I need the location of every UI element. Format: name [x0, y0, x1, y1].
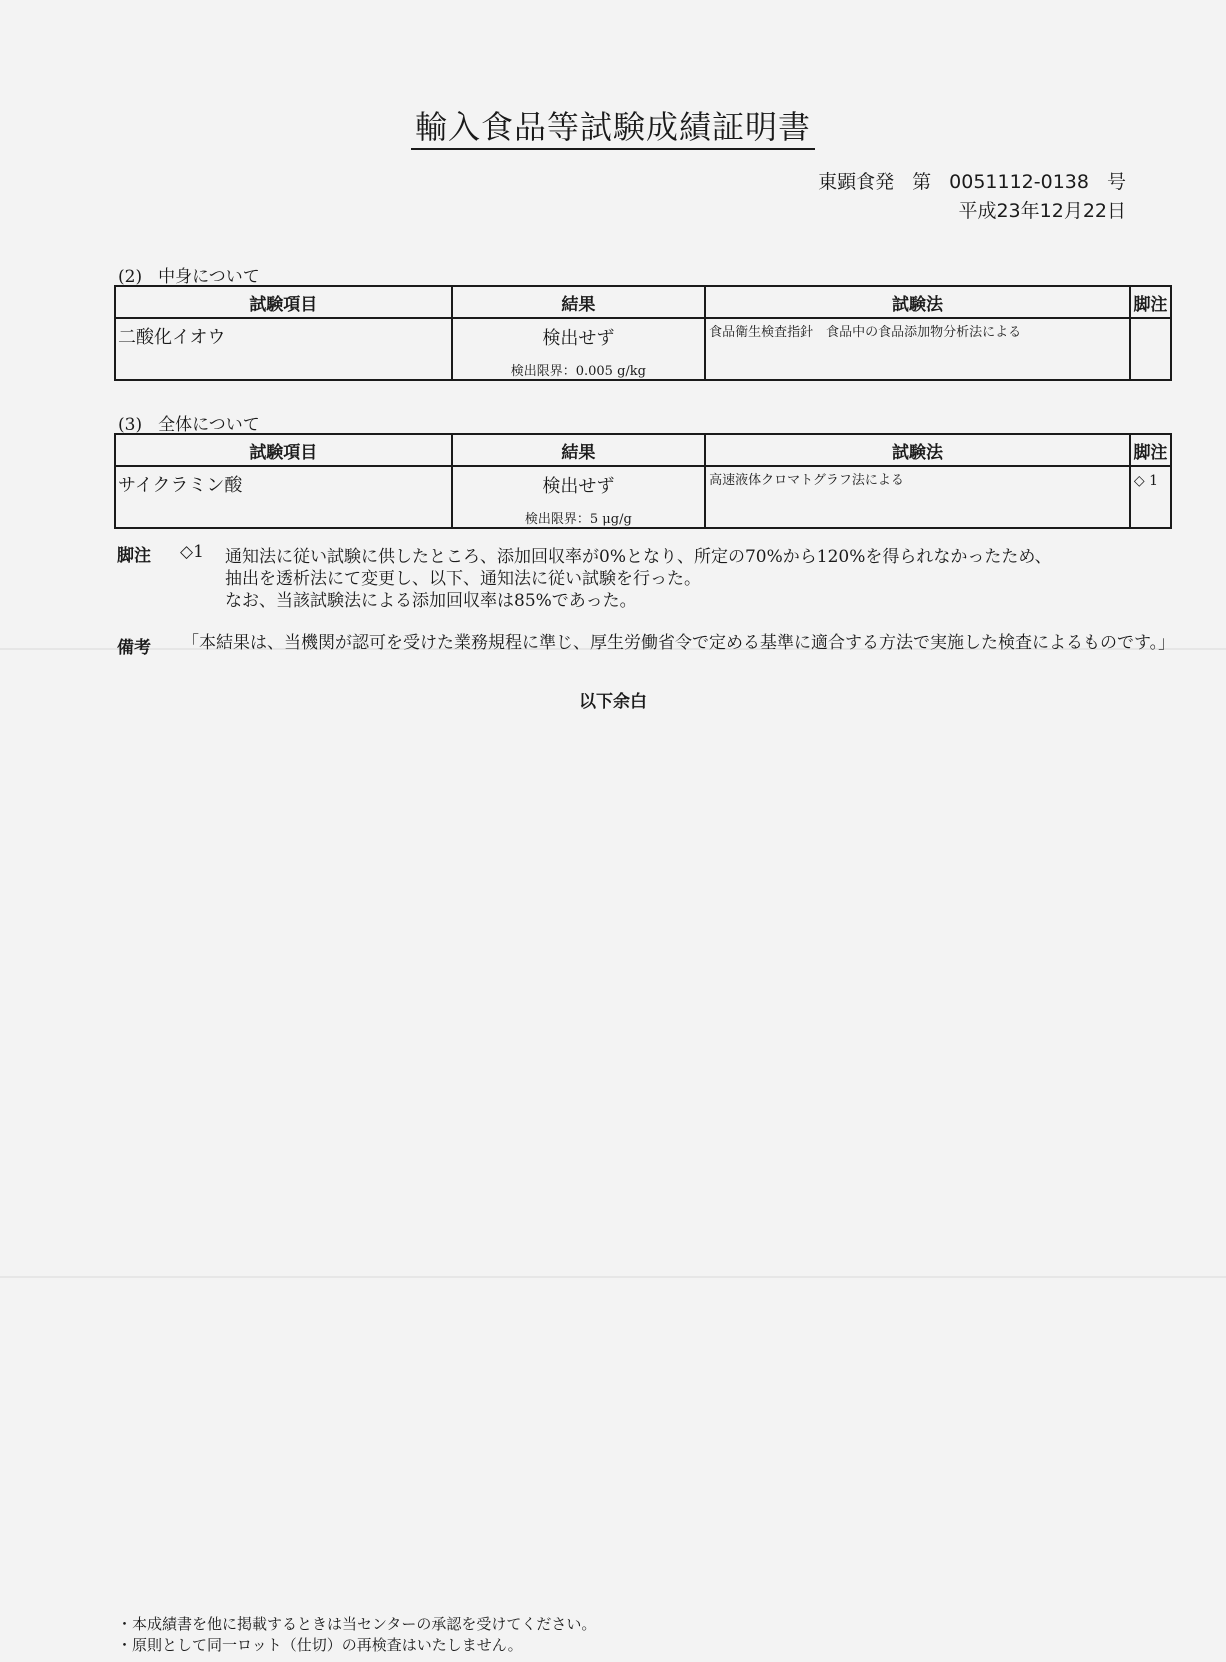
section-3-table — [114, 433, 1172, 529]
column-header-result: 結果 — [452, 286, 705, 318]
issue-date: 平成23年12月22日 — [958, 200, 1126, 222]
cell-item: 二酸化イオウ — [115, 318, 452, 380]
column-header-item: 試験項目 — [115, 434, 452, 466]
section-3-heading: (3) 全体について — [118, 415, 260, 435]
column-header-method: 試験法 — [705, 286, 1130, 318]
document-title: 輸入食品等試験成績証明書 — [0, 102, 1226, 148]
remarks-text: 「本結果は、当機関が認可を受けた業務規程に準じ、厚生労働省令で定める基準に適合する方法で実施した検査によるものです。」 — [182, 633, 1176, 653]
column-header-footnote: 脚注 — [1130, 434, 1171, 466]
footnote-line: 抽出を透析法にて変更し、以下、通知法に従い試験を行った。 — [225, 569, 701, 589]
cell-result — [452, 466, 705, 528]
table-header-row — [115, 286, 1171, 318]
cell-footnote — [1130, 318, 1171, 380]
paper-fold-line — [0, 1276, 1226, 1278]
cell-method: 高速液体クロマトグラフ法による — [705, 466, 1130, 528]
bottom-note: ・原則として同一ロット（仕切）の再検査はいたしません。 — [117, 1636, 523, 1654]
footnote-mark: ◇1 — [180, 542, 204, 562]
column-header-footnote: 脚注 — [1130, 286, 1171, 318]
cell-item: サイクラミン酸 — [115, 466, 452, 528]
cell-method: 食品衛生検査指針 食品中の食品添加物分析法による — [705, 318, 1130, 380]
cell-result — [452, 318, 705, 380]
section-2-heading: (2) 中身について — [118, 267, 260, 287]
cell-footnote: ◇ 1 — [1130, 466, 1171, 528]
document-number-block — [818, 168, 1126, 226]
detection-limit: 検出限界：0.005 g/kg — [510, 364, 646, 379]
table-header-row — [115, 434, 1171, 466]
document-number: 東顕食発 第 0051112-0138 号 — [818, 171, 1126, 193]
footnote-line: 通知法に従い試験に供したところ、添加回収率が0%となり、所定の70%から120%を得られなかったため、 — [225, 547, 1052, 567]
end-of-document-note: 以下余白 — [579, 692, 647, 712]
bottom-note: ・本成績書を他に掲載するときは当センターの承認を受けてください。 — [117, 1615, 597, 1633]
column-header-result: 結果 — [452, 434, 705, 466]
column-header-item: 試験項目 — [115, 286, 452, 318]
result-value: 検出せず — [542, 476, 615, 497]
result-value: 検出せず — [542, 328, 615, 349]
table-row — [115, 466, 1171, 528]
detection-limit: 検出限界：5 μg/g — [524, 512, 632, 527]
column-header-method: 試験法 — [705, 434, 1130, 466]
remarks-label: 備考 — [117, 638, 151, 658]
footnote-line: なお、当該試験法による添加回収率は85%であった。 — [225, 591, 637, 611]
table-row — [115, 318, 1171, 380]
section-2-table — [114, 285, 1172, 381]
footnote-label: 脚注 — [117, 546, 151, 566]
